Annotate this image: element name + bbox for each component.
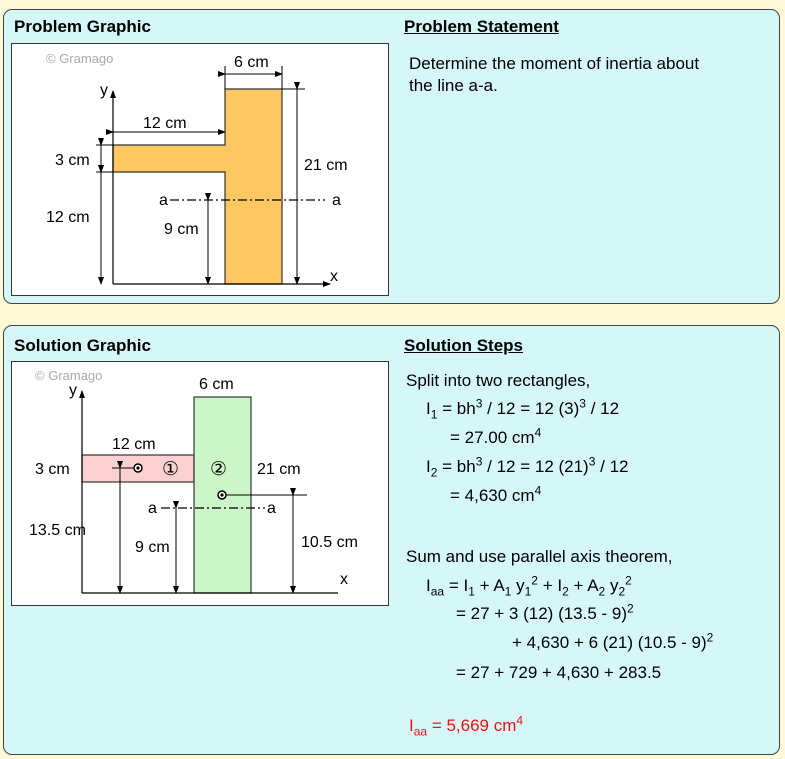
flange-height-label: 3 cm	[35, 461, 70, 478]
copyright-label: © Gramago	[35, 368, 103, 383]
centroid-2-height-label: 10.5 cm	[301, 534, 358, 551]
solution-graphic-title: Solution Graphic	[14, 336, 151, 355]
x-axis-label: x	[340, 571, 348, 588]
flange-length-label: 12 cm	[143, 115, 187, 132]
step-i2-result: = 4,630 $cm^4$	[450, 483, 542, 505]
problem-graphic	[11, 43, 389, 296]
step-iaa-sum: = 27 + 729 + 4,630 + 283.5	[456, 663, 662, 682]
solution-figure	[12, 362, 390, 607]
step-iaa-term1: = 27 + 3 (12) (13.5 - 9)$^2$	[456, 601, 634, 623]
web-height-label: 21 cm	[257, 461, 301, 478]
a-right-label: a	[267, 500, 276, 517]
solution-steps-title: Solution Steps	[404, 336, 523, 355]
x-axis-label: x	[330, 268, 338, 285]
flange-height-label: 3 cm	[55, 152, 90, 169]
tee-section	[113, 89, 282, 284]
problem-graphic-title: Problem Graphic	[14, 17, 151, 36]
left-height-label: 12 cm	[46, 209, 90, 226]
top-width-label: 6 cm	[234, 54, 269, 71]
statement-line-2: the line a-a.	[409, 76, 498, 95]
solution-graphic	[11, 361, 389, 606]
total-height-label: 21 cm	[304, 157, 348, 174]
rectangle-2-number: ②	[210, 458, 228, 480]
final-answer: $I_{aa} = 5,669$ $cm^4$	[409, 713, 524, 739]
centroid-1-height-label: 13.5 cm	[29, 522, 86, 539]
a-left-label: a	[148, 500, 157, 517]
step-parallel-axis: Sum and use parallel axis theorem,	[406, 547, 673, 566]
a-right-label: a	[332, 192, 341, 209]
y-axis-label: y	[100, 82, 108, 99]
axis-height-label: 9 cm	[135, 539, 170, 556]
step-iaa-formula: $I_{aa} = I_1 + A_1$ $y_1^2 + I_2 + A_2$ $y_2^2$	[426, 573, 632, 599]
problem-statement-title: Problem Statement	[404, 17, 559, 36]
problem-figure	[12, 44, 390, 297]
copyright-label: © Gramago	[46, 51, 114, 66]
axis-height-label: 9 cm	[164, 221, 199, 238]
top-width-label: 6 cm	[199, 376, 234, 393]
a-left-label: a	[159, 192, 168, 209]
step-i1-result: = 27.00 $cm^4$	[450, 425, 542, 447]
solution-panel	[3, 325, 780, 755]
flange-length-label: 12 cm	[112, 436, 156, 453]
y-axis-label: y	[69, 382, 77, 399]
step-split: Split into two rectangles,	[406, 371, 591, 390]
step-i1-formula: $I_1 = bh^3 / 12 = 12$ $(3)^3 / 12$	[426, 396, 620, 422]
statement-line-1: Determine the moment of inertia about	[409, 54, 700, 73]
step-iaa-term2: + 4,630 + 6 (21) (10.5 - 9)$^2$	[512, 630, 714, 652]
problem-panel	[3, 9, 780, 304]
step-i2-formula: $I_2 = bh^3 / 12 = 12$ $(21)^3 / 12$	[426, 454, 629, 480]
rectangle-1-number: ①	[162, 458, 180, 480]
